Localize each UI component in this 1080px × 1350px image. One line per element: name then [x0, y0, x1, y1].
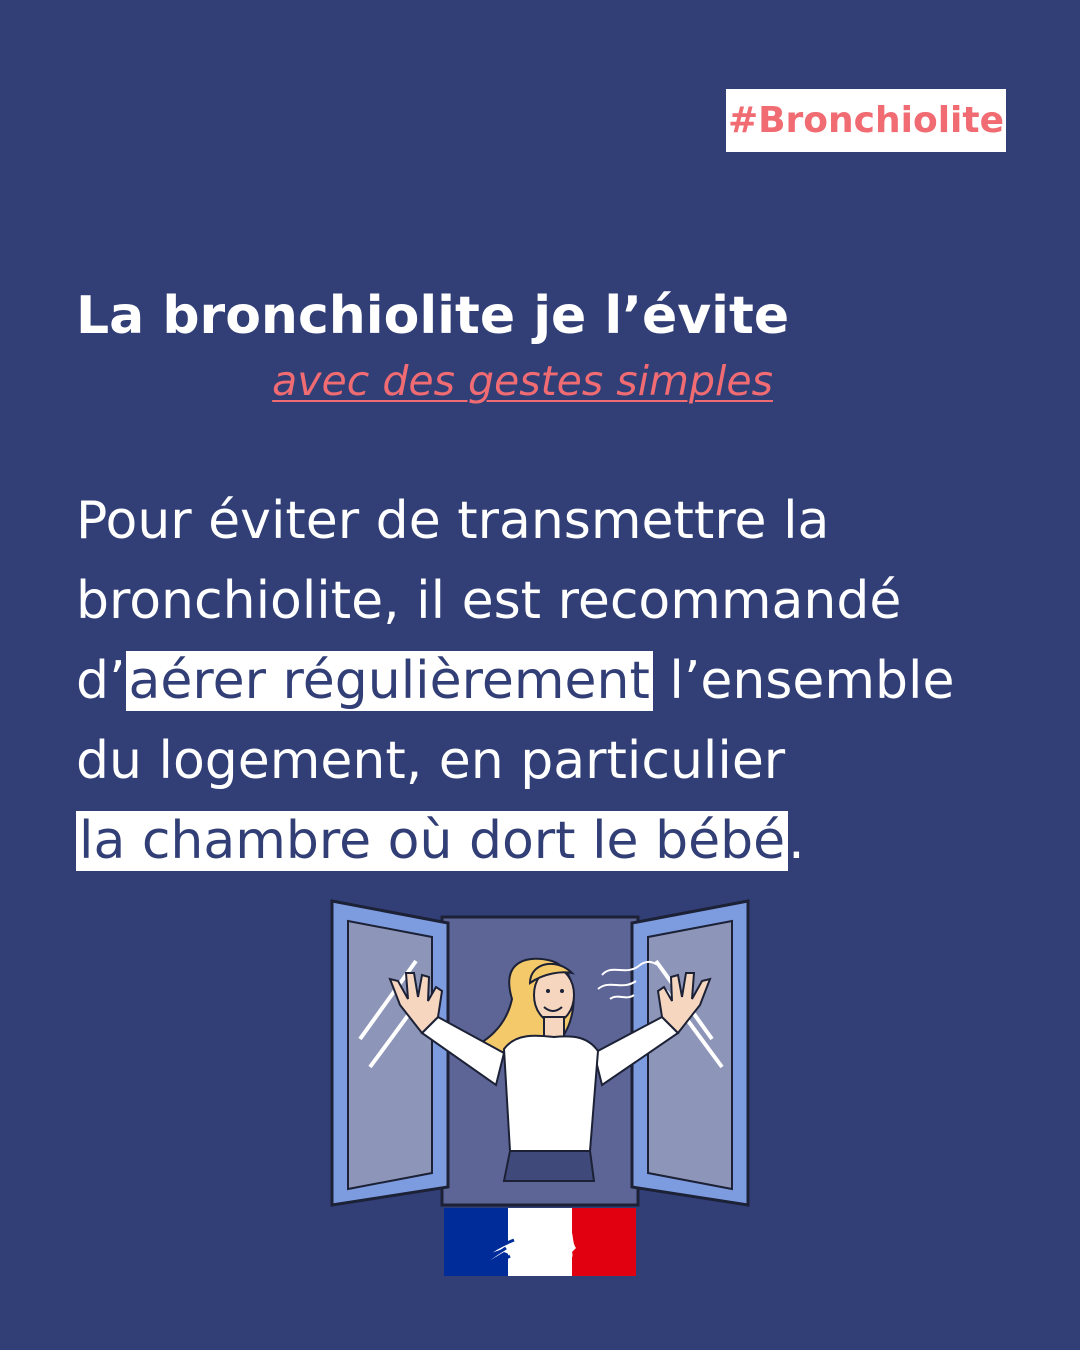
body-line-4: du logement, en particulier — [76, 731, 786, 791]
highlight-aerate: aérer régulièrement — [126, 651, 653, 711]
body-line-3-suffix: l’ensemble — [652, 651, 955, 711]
marianne-logo — [444, 1208, 636, 1276]
body-line-2: bronchiolite, il est recommandé — [76, 571, 902, 631]
highlight-baby-room: la chambre où dort le bébé — [76, 811, 788, 871]
page-title: La bronchiolite je l’évite — [76, 286, 790, 346]
page-subtitle: avec des gestes simples — [272, 357, 773, 405]
body-text — [76, 481, 954, 881]
body-line-5-suffix: . — [788, 811, 805, 871]
hashtag-badge: #Bronchiolite — [726, 89, 1006, 152]
body-line-1: Pour éviter de transmettre la — [76, 491, 830, 551]
body-line-3 — [76, 641, 954, 721]
open-window-woman-illustration — [330, 899, 750, 1207]
body-line-3-prefix: d’ — [76, 651, 126, 711]
body-line-5 — [76, 801, 954, 881]
